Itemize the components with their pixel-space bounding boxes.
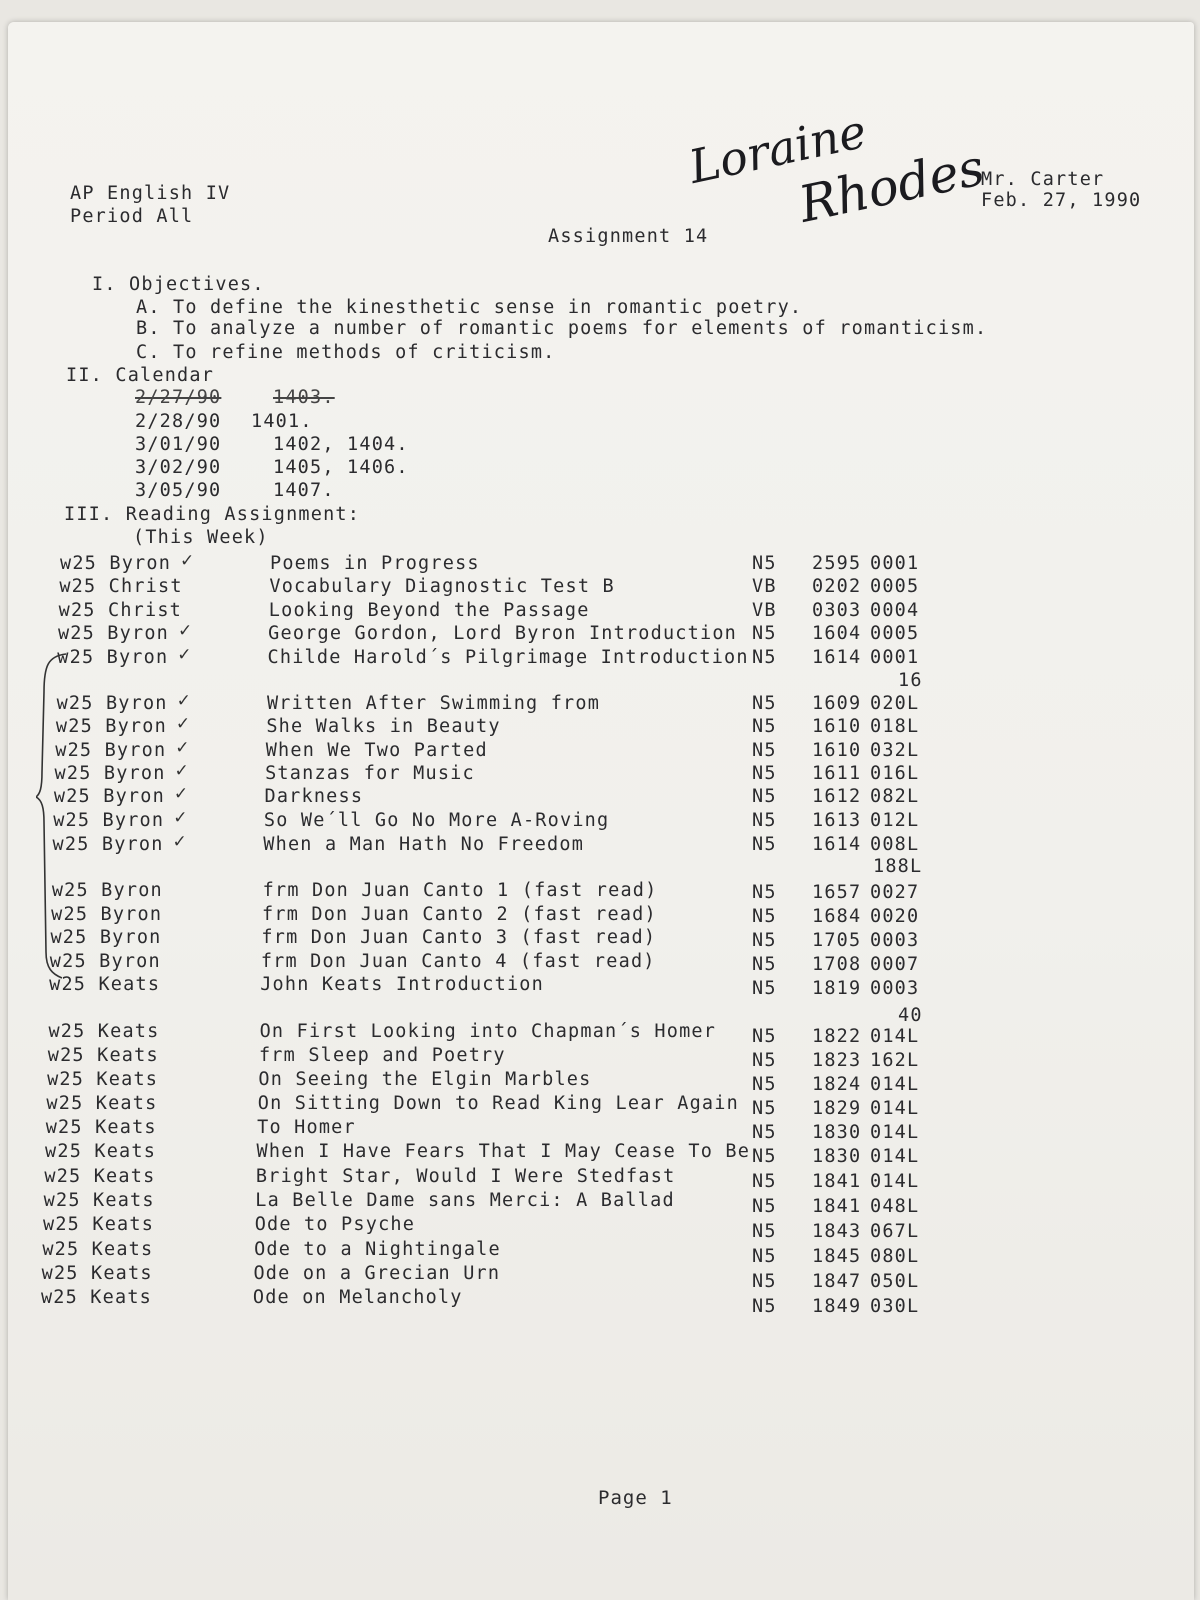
row-code: N5	[752, 1074, 777, 1095]
calendar-date: 3/02/90	[135, 457, 222, 478]
row-code: N5	[752, 906, 777, 927]
row-page: 1824	[812, 1074, 862, 1095]
row-title: Stanzas for Music	[265, 763, 475, 784]
calendar-date-struck: 2/27/90	[135, 387, 222, 408]
row-num: 048L	[870, 1196, 920, 1217]
row-code: N5	[752, 647, 777, 668]
calendar-heading: II. Calendar	[66, 365, 215, 386]
row-page: 1705	[812, 930, 862, 951]
subtotal-byron-lyrics: 188L	[873, 856, 923, 877]
row-code: N5	[752, 716, 777, 737]
row-author: w25 Byron	[55, 716, 167, 737]
handwritten-check-icon: ✓	[176, 691, 191, 711]
row-page: 1609	[812, 693, 862, 714]
row-page: 1657	[812, 882, 862, 903]
row-title: On First Looking into Chapman´s Homer	[259, 1021, 717, 1042]
handwritten-check-icon: ✓	[175, 738, 190, 758]
row-page: 1829	[812, 1098, 862, 1119]
course-name: AP English IV	[70, 183, 231, 204]
subtotal-keats-intro: 40	[898, 1005, 923, 1026]
row-page: 1830	[812, 1146, 862, 1167]
row-title: Poems in Progress	[270, 553, 480, 574]
row-title: When I Have Fears That I May Cease To Be	[256, 1141, 751, 1162]
row-page: 1614	[812, 834, 862, 855]
row-author: w25 Keats	[46, 1093, 158, 1114]
calendar-items-struck: 1403.	[273, 387, 335, 408]
row-title: Childe Harold´s Pilgrimage Introduction	[267, 647, 749, 668]
row-code: N5	[752, 623, 777, 644]
row-page: 1841	[812, 1196, 862, 1217]
row-author: w25 Byron	[54, 763, 166, 784]
row-title: frm Don Juan Canto 3 (fast read)	[261, 927, 657, 948]
row-code: N5	[752, 1026, 777, 1047]
calendar-items: 1405, 1406.	[273, 457, 409, 478]
row-page: 1819	[812, 978, 862, 999]
row-author: w25 Keats	[41, 1263, 153, 1284]
handwritten-check-icon: ✓	[175, 714, 191, 734]
row-code: N5	[752, 1146, 777, 1167]
calendar-items: 1402, 1404.	[273, 434, 409, 455]
row-code: N5	[752, 834, 777, 855]
row-title: So We´ll Go No More A-Roving	[263, 810, 610, 831]
row-num: 082L	[870, 786, 920, 807]
row-code: N5	[752, 1050, 777, 1071]
row-author: w25 Byron	[52, 834, 164, 855]
row-code: N5	[752, 978, 777, 999]
row-author: w25 Keats	[47, 1045, 159, 1066]
row-page: 0202	[812, 576, 862, 597]
row-title: Looking Beyond the Passage	[268, 600, 590, 621]
row-title: Vocabulary Diagnostic Test B	[269, 576, 615, 597]
calendar-date: 3/01/90	[135, 434, 222, 455]
row-code: N5	[752, 954, 777, 975]
row-code: N5	[752, 1246, 777, 1267]
row-title: Ode on Melancholy	[252, 1287, 463, 1308]
row-num: 0001	[870, 553, 920, 574]
row-author: w25 Byron	[60, 553, 172, 574]
row-code: N5	[752, 553, 777, 574]
row-title: When a Man Hath No Freedom	[263, 834, 585, 855]
row-num: 008L	[870, 834, 920, 855]
row-num: 014L	[870, 1098, 920, 1119]
row-page: 1614	[812, 647, 862, 668]
row-page: 1843	[812, 1221, 862, 1242]
assignment-title: Assignment 14	[548, 226, 709, 247]
row-num: 067L	[870, 1221, 920, 1242]
row-code: N5	[752, 740, 777, 761]
subtotal-childe: 16	[898, 670, 923, 691]
row-title: On Sitting Down to Read King Lear Again	[257, 1093, 739, 1114]
handwritten-check-icon: ✓	[174, 761, 189, 781]
row-page: 1610	[812, 716, 862, 737]
handwritten-check-icon: ✓	[173, 808, 188, 828]
row-page: 1611	[812, 763, 862, 784]
objective-item: A. To define the kinesthetic sense in romantic poetry.	[136, 297, 803, 318]
row-code: N5	[752, 930, 777, 951]
row-num: 014L	[870, 1122, 920, 1143]
row-title: frm Sleep and Poetry	[258, 1045, 506, 1066]
row-page: 1822	[812, 1026, 862, 1047]
row-author: w25 Byron	[57, 623, 169, 644]
row-num: 0003	[870, 978, 920, 999]
row-code: N5	[752, 1271, 777, 1292]
row-author: w25 Byron	[56, 693, 168, 714]
row-page: 1610	[812, 740, 862, 761]
row-page: 1830	[812, 1122, 862, 1143]
row-page: 1708	[812, 954, 862, 975]
row-code: N5	[752, 786, 777, 807]
row-num: 032L	[870, 740, 920, 761]
row-page: 1849	[812, 1296, 862, 1317]
row-author: w25 Keats	[43, 1190, 155, 1211]
row-num: 014L	[870, 1074, 920, 1095]
handwritten-check-icon: ✓	[172, 832, 187, 852]
row-num: 0007	[870, 954, 920, 975]
row-author: w25 Byron	[53, 810, 165, 831]
row-author: w25 Byron	[57, 647, 169, 668]
row-author: w25 Byron	[51, 904, 163, 925]
row-num: 014L	[870, 1026, 920, 1047]
objectives-heading: I. Objectives.	[92, 274, 265, 295]
row-author: w25 Keats	[48, 1021, 160, 1042]
row-num: 0020	[870, 906, 920, 927]
row-num: 162L	[870, 1050, 920, 1071]
page-number: Page 1	[598, 1487, 673, 1509]
row-author: w25 Byron	[50, 927, 162, 948]
row-page: 1845	[812, 1246, 862, 1267]
row-num: 016L	[870, 763, 920, 784]
row-page: 1684	[812, 906, 862, 927]
row-num: 030L	[870, 1296, 920, 1317]
row-code: N5	[752, 1098, 777, 1119]
reading-heading: III. Reading Assignment:	[64, 504, 361, 525]
row-code: N5	[752, 1122, 777, 1143]
row-title: To Homer	[257, 1117, 356, 1138]
row-author: w25 Keats	[43, 1214, 155, 1235]
handwritten-check-icon: ✓	[177, 621, 193, 641]
row-author: w25 Byron	[51, 880, 163, 901]
row-author: w25 Keats	[45, 1117, 157, 1138]
row-title: Written After Swimming from	[266, 693, 601, 714]
row-num: 050L	[870, 1271, 920, 1292]
objective-item: B. To analyze a number of romantic poems for elements of romanticism.	[136, 318, 988, 339]
row-title: Ode to a Nightingale	[254, 1239, 501, 1260]
row-author: w25 Keats	[40, 1287, 152, 1308]
row-author: w25 Keats	[44, 1166, 156, 1187]
row-title: Bright Star, Would I Were Stedfast	[255, 1166, 676, 1187]
row-code: N5	[752, 1171, 777, 1192]
row-title: Darkness	[264, 786, 364, 807]
row-title: Ode on a Grecian Urn	[253, 1263, 501, 1284]
row-author: w25 Keats	[49, 974, 161, 995]
row-title: John Keats Introduction	[260, 974, 544, 995]
row-author: w25 Byron	[49, 951, 161, 972]
calendar-items: 1401.	[251, 411, 313, 432]
row-title: frm Don Juan Canto 2 (fast read)	[262, 904, 657, 925]
row-page: 1612	[812, 786, 862, 807]
row-page: 1604	[812, 623, 862, 644]
row-author: w25 Christ	[59, 576, 183, 597]
row-title: She Walks in Beauty	[266, 716, 501, 737]
row-code: N5	[752, 810, 777, 831]
document-date: Feb. 27, 1990	[981, 190, 1142, 211]
row-page: 1841	[812, 1171, 862, 1192]
period: Period All	[70, 206, 194, 227]
row-num: 0005	[870, 576, 920, 597]
row-code: N5	[752, 693, 777, 714]
handwritten-check-icon: ✓	[177, 645, 192, 665]
row-author: w25 Christ	[58, 600, 183, 621]
row-title: La Belle Dame sans Merci: A Ballad	[255, 1190, 675, 1211]
handwritten-signature-last: Rhodes	[794, 138, 990, 234]
calendar-date: 2/28/90	[135, 411, 222, 432]
row-title: George Gordon, Lord Byron Introduction	[268, 623, 737, 644]
handwritten-check-icon: ✓	[180, 551, 195, 571]
row-num: 014L	[870, 1171, 920, 1192]
handwritten-check-icon: ✓	[173, 784, 189, 804]
row-code: N5	[752, 882, 777, 903]
row-page: 1823	[812, 1050, 862, 1071]
row-page: 2595	[812, 553, 862, 574]
row-author: w25 Byron	[53, 786, 165, 807]
row-num: 018L	[870, 716, 920, 737]
row-code: N5	[752, 763, 777, 784]
row-code: N5	[752, 1196, 777, 1217]
calendar-items: 1407.	[273, 480, 335, 501]
row-code: N5	[752, 1221, 777, 1242]
row-title: On Seeing the Elgin Marbles	[258, 1069, 592, 1090]
calendar-date: 3/05/90	[135, 480, 222, 501]
row-title: When We Two Parted	[265, 740, 488, 761]
row-code: N5	[752, 1296, 777, 1317]
row-num: 020L	[870, 693, 920, 714]
handwritten-bracket-mark	[36, 652, 76, 982]
row-num: 0004	[870, 600, 920, 621]
teacher-name: Mr. Carter	[981, 169, 1105, 190]
row-author: w25 Keats	[47, 1069, 159, 1090]
row-page: 1613	[812, 810, 862, 831]
row-code: VB	[752, 576, 777, 597]
row-page: 1847	[812, 1271, 862, 1292]
reading-subheading: (This Week)	[133, 527, 269, 548]
row-num: 012L	[870, 810, 920, 831]
handwritten-signature-first: Loraine	[684, 103, 871, 195]
row-num: 0005	[870, 623, 920, 644]
row-title: frm Don Juan Canto 1 (fast read)	[262, 880, 658, 901]
row-num: 0003	[870, 930, 920, 951]
row-author: w25 Byron	[55, 740, 167, 761]
document-page	[8, 22, 1194, 1600]
row-num: 014L	[870, 1146, 920, 1167]
objective-item: C. To refine methods of criticism.	[136, 342, 556, 363]
row-num: 0027	[870, 882, 920, 903]
row-author: w25 Keats	[45, 1141, 157, 1162]
row-num: 080L	[870, 1246, 920, 1267]
row-title: frm Don Juan Canto 4 (fast read)	[260, 951, 656, 972]
row-page: 0303	[812, 600, 862, 621]
row-code: VB	[752, 600, 777, 621]
row-title: Ode to Psyche	[254, 1214, 416, 1235]
row-author: w25 Keats	[42, 1239, 154, 1260]
row-num: 0001	[870, 647, 920, 668]
